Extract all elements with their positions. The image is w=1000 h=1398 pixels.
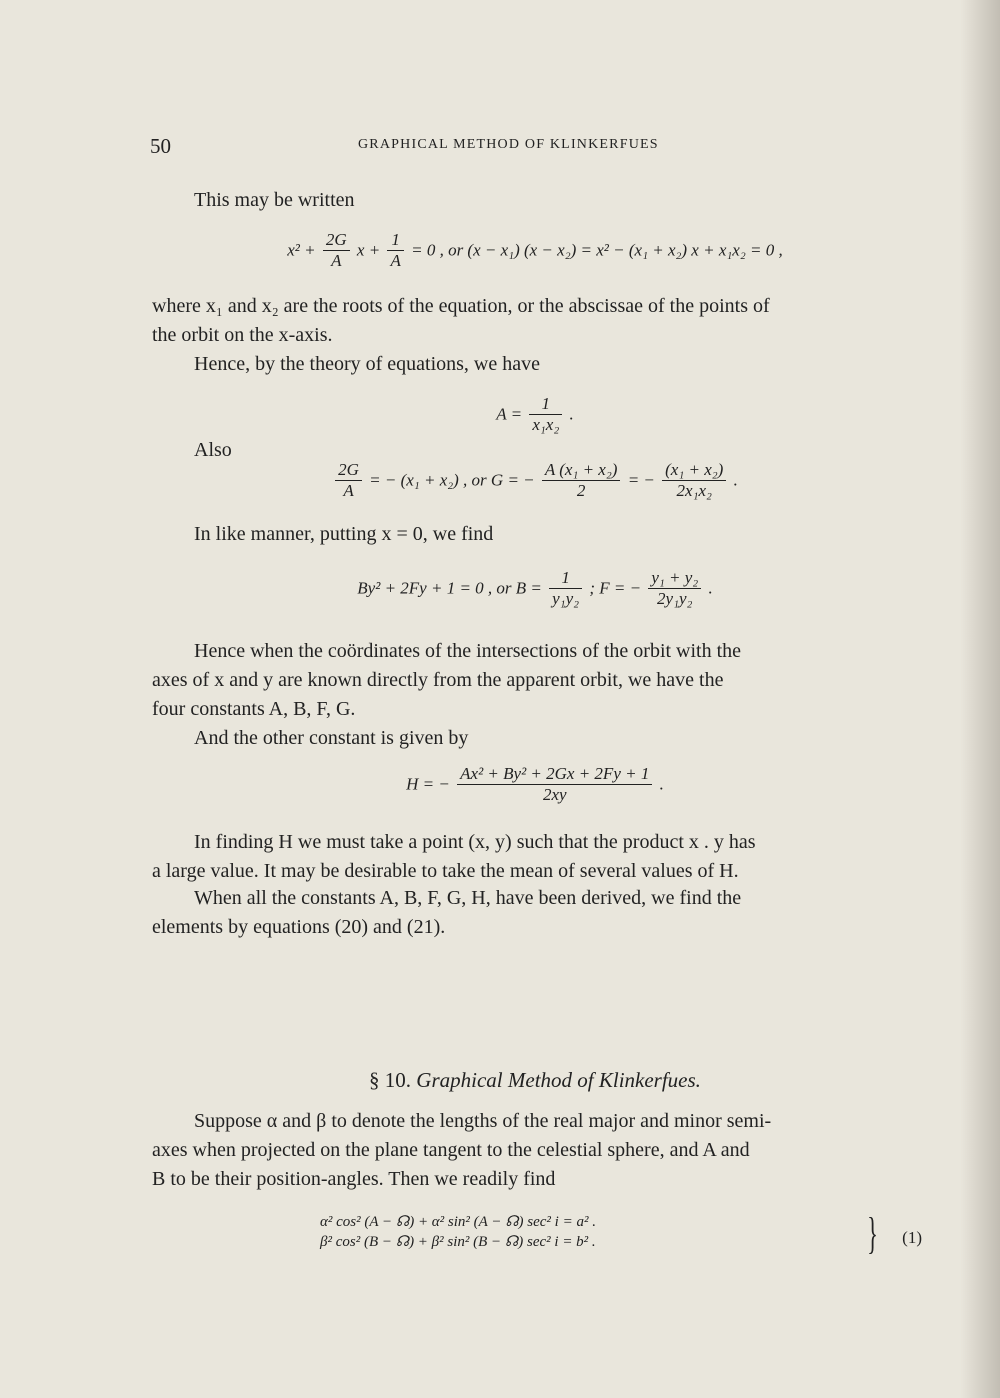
page-edge-shadow — [960, 0, 1000, 1398]
fraction: $\frac{\text{y₁ + y₂}}{\text{2y₁y₂}}$ — [648, 568, 701, 609]
equation-B-F: By² + 2Fy + 1 = 0 , or B = $\frac{1}{\text{y₁y₂}}$ ; F = − $\frac{\text{y₁ + y₂}}{\text{2y₁y₂}}$ . — [357, 568, 713, 608]
paragraph-finding-H: In finding H we must take a point (x, y) such that the product x . y has a large value. It may be desirable to take the mean of several values of H. — [152, 831, 756, 882]
page-number: 50 — [150, 134, 171, 158]
fraction: $\frac{\text{(x₁ + x₂)}}{\text{2x₁x₂}}$ — [662, 460, 726, 501]
paragraph-coordinates: Hence when the coördinates of the intersections of the orbit with the axes of x and y are known directly from the apparent orbit, we have the four constants A, B, F, G. — [152, 640, 742, 720]
fraction: $\frac{\text{A (x₁ + x₂)}}{2}$ — [542, 460, 621, 501]
equation-H: H = − $\frac{\text{Ax² + By² + 2Gx + 2Fy + 1}}{2xy}$ . — [406, 764, 664, 804]
equation-G: $\frac{2G}{A}$ = − (x₁ + x₂) , or G = − $\frac{\text{A (x₁ + x₂)}}{2}$ = − $\frac{\text{(x₁ + x₂)}}{\text{2x₁x₂}}$ . — [150, 460, 920, 501]
paragraph-theory-of-equations: Hence, by the theory of equations, we have — [194, 353, 540, 375]
equation-A: A = $\frac{1}{\text{x₁x₂}}$ . — [496, 394, 574, 434]
section-number: § 10. — [369, 1068, 412, 1092]
curly-brace: } — [867, 1209, 878, 1258]
paragraph-also: Also — [194, 439, 232, 461]
equation-number: (1) — [902, 1228, 922, 1247]
fraction: $\frac{2G}{A}$ — [323, 230, 350, 271]
running-head: GRAPHICAL METHOD OF KLINKERFUES — [358, 137, 659, 152]
section-title: Graphical Method of Klinkerfues. — [416, 1068, 701, 1092]
equation-quadratic-x: x² + $\frac{2G}{A}$ x + $\frac{1}{A}$ = 0 , or (x − x₁) (x − x₂) = x² − (x₁ + x₂) x + x₁x₂ = 0 , — [287, 230, 783, 270]
fraction: $\frac{1}{A}$ — [387, 230, 403, 271]
fraction: $\frac{\text{Ax² + By² + 2Gx + 2Fy + 1}}{2xy}$ — [457, 764, 652, 805]
paragraph-roots: where x₁ and x₂ are the roots of the equation, or the abscissae of the points of the orbit on the x-axis. — [152, 295, 770, 346]
paragraph-like-manner: In like manner, putting x = 0, we find — [194, 523, 494, 545]
paragraph-semi-axes: Suppose α and β to denote the lengths of the real major and minor semi- axes when projected on the plane tangent to the celestial sphere, and A and B to be their position-angles. Then we readily find — [152, 1110, 772, 1190]
fraction: $\frac{1}{\text{x₁x₂}}$ — [529, 394, 562, 435]
paragraph-constants-derived: When all the constants A, B, F, G, H, have been derived, we find the elements by equations (20) and (21). — [152, 887, 742, 938]
paragraph-this-may-be-written: This may be written — [194, 189, 355, 211]
section-heading — [150, 1068, 920, 1093]
fraction: $\frac{1}{\text{y₁y₂}}$ — [549, 568, 582, 609]
fraction: $\frac{2G}{A}$ — [335, 460, 362, 501]
page-header — [150, 134, 920, 158]
paragraph-other-constant: And the other constant is given by — [194, 727, 469, 749]
equation-system-1: α² cos² (A − ☊) + α² sin² (A − ☊) sec² i = a² . β² cos² (B − ☊) + β² sin² (B − ☊) sec² i = b² . — [320, 1214, 596, 1250]
